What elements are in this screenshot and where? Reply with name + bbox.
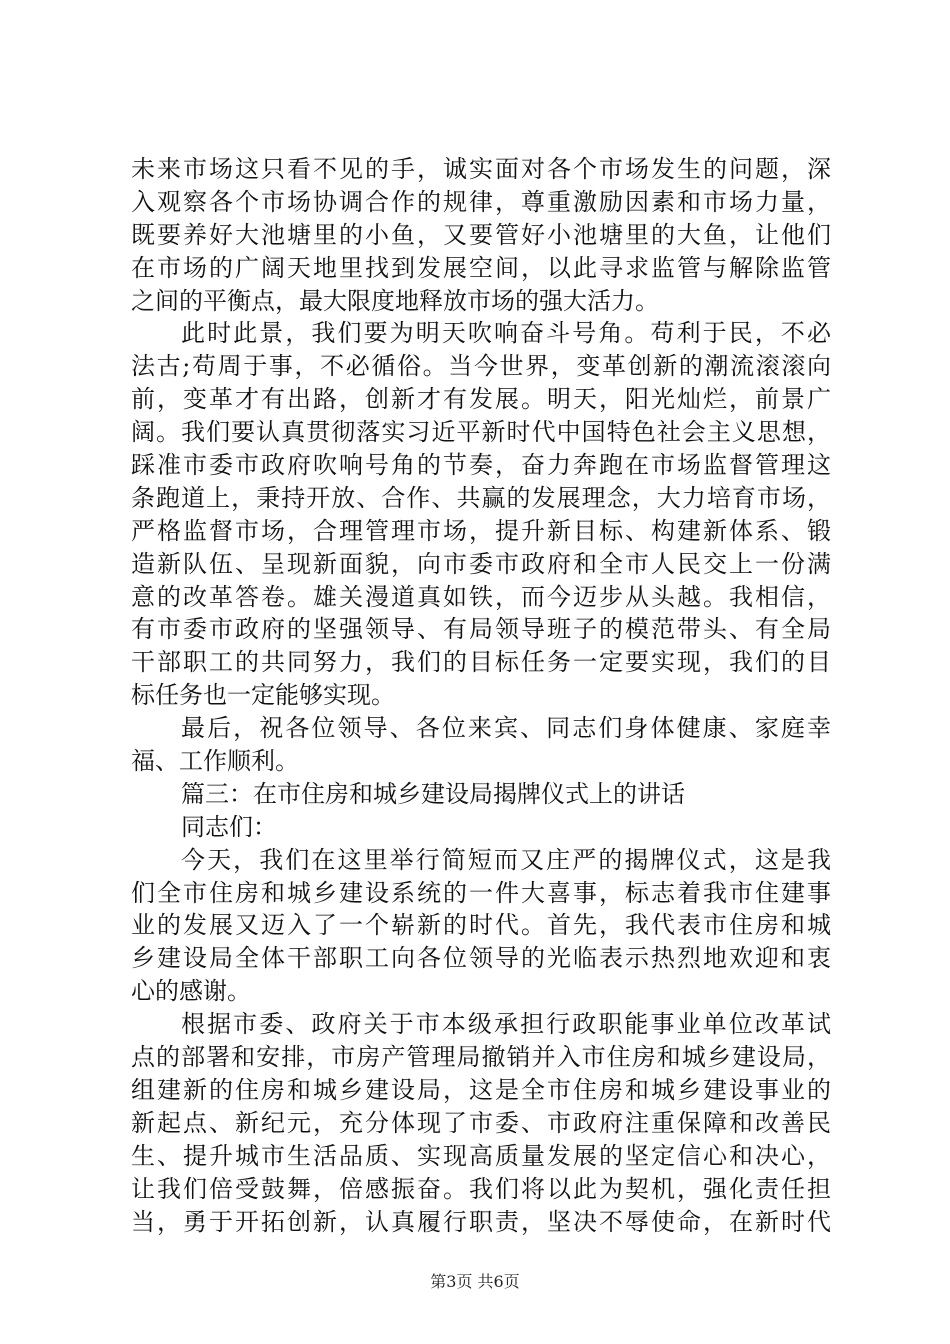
text-line: 点的部署和安排，市房产管理局撤销并入市住房和城乡建设局， — [131, 1043, 831, 1072]
text-line: 在市场的广阔天地里找到发展空间，以此寻求监管与解除监管 — [131, 253, 831, 282]
text-line: 严格监督市场，合理管理市场，提升新目标、构建新体系、锻 — [131, 516, 831, 545]
text-line: 当，勇于开拓创新，认真履行职责，坚决不辱使命，在新时代 — [131, 1207, 831, 1236]
text-line: 篇三：在市住房和城乡建设局揭牌仪式上的讲话 — [181, 779, 685, 808]
text-line: 此时此景，我们要为明天吹响奋斗号角。苟利于民，不必 — [181, 319, 831, 348]
text-line: 标任务也一定能够实现。 — [131, 681, 395, 710]
text-line: 意的改革答卷。雄关漫道真如铁，而今迈步从头越。我相信， — [131, 582, 831, 611]
text-line: 乡建设局全体干部职工向各位领导的光临表示热烈地欢迎和衷 — [131, 944, 831, 973]
text-line: 干部职工的共同努力，我们的目标任务一定要实现，我们的目 — [131, 648, 831, 677]
text-line: 法古;苟周于事，不必循俗。当今世界，变革创新的潮流滚滚向 — [131, 352, 831, 381]
text-line: 根据市委、政府关于市本级承担行政职能事业单位改革试 — [181, 1010, 831, 1039]
text-line: 心的感谢。 — [131, 977, 251, 1006]
text-line: 让我们倍受鼓舞，倍感振奋。我们将以此为契机，强化责任担 — [131, 1174, 831, 1203]
text-line: 入观察各个市场协调合作的规律，尊重激励因素和市场力量， — [131, 187, 831, 216]
text-line: 同志们： — [181, 812, 277, 841]
document-body — [131, 153, 831, 1238]
text-line: 最后，祝各位领导、各位来宾、同志们身体健康、家庭幸 — [181, 714, 831, 743]
text-line: 未来市场这只看不见的手，诚实面对各个市场发生的问题，深 — [131, 155, 831, 183]
text-line: 生、提升城市生活品质、实现高质量发展的坚定信心和决心， — [131, 1141, 831, 1170]
text-line: 新起点、新纪元，充分体现了市委、市政府注重保障和改善民 — [131, 1108, 831, 1137]
text-line: 福、工作顺利。 — [131, 747, 299, 776]
text-line: 们全市住房和城乡建设系统的一件大喜事，标志着我市住建事 — [131, 878, 831, 907]
text-line: 既要养好大池塘里的小鱼，又要管好小池塘里的大鱼，让他们 — [131, 220, 831, 249]
text-line: 今天，我们在这里举行简短而又庄严的揭牌仪式，这是我 — [181, 845, 831, 874]
text-line: 造新队伍、呈现新面貌，向市委市政府和全市人民交上一份满 — [131, 549, 831, 578]
text-line: 阔。我们要认真贯彻落实习近平新时代中国特色社会主义思想， — [131, 418, 831, 447]
text-line: 前，变革才有出路，创新才有发展。明天，阳光灿烂，前景广 — [131, 385, 831, 414]
text-line: 组建新的住房和城乡建设局，这是全市住房和城乡建设事业的 — [131, 1075, 831, 1104]
text-line: 条跑道上，秉持开放、合作、共赢的发展理念，大力培育市场， — [131, 483, 831, 512]
text-line: 踩准市委市政府吹响号角的节奏，奋力奔跑在市场监督管理这 — [131, 451, 831, 480]
text-line: 之间的平衡点，最大限度地释放市场的强大活力。 — [131, 286, 659, 315]
text-line: 业的发展又迈入了一个崭新的时代。首先，我代表市住房和城 — [131, 911, 831, 940]
page-number-footer: 第3页 共6页 — [430, 1272, 520, 1291]
text-line: 有市委市政府的坚强领导、有局领导班子的模范带头、有全局 — [131, 615, 831, 644]
